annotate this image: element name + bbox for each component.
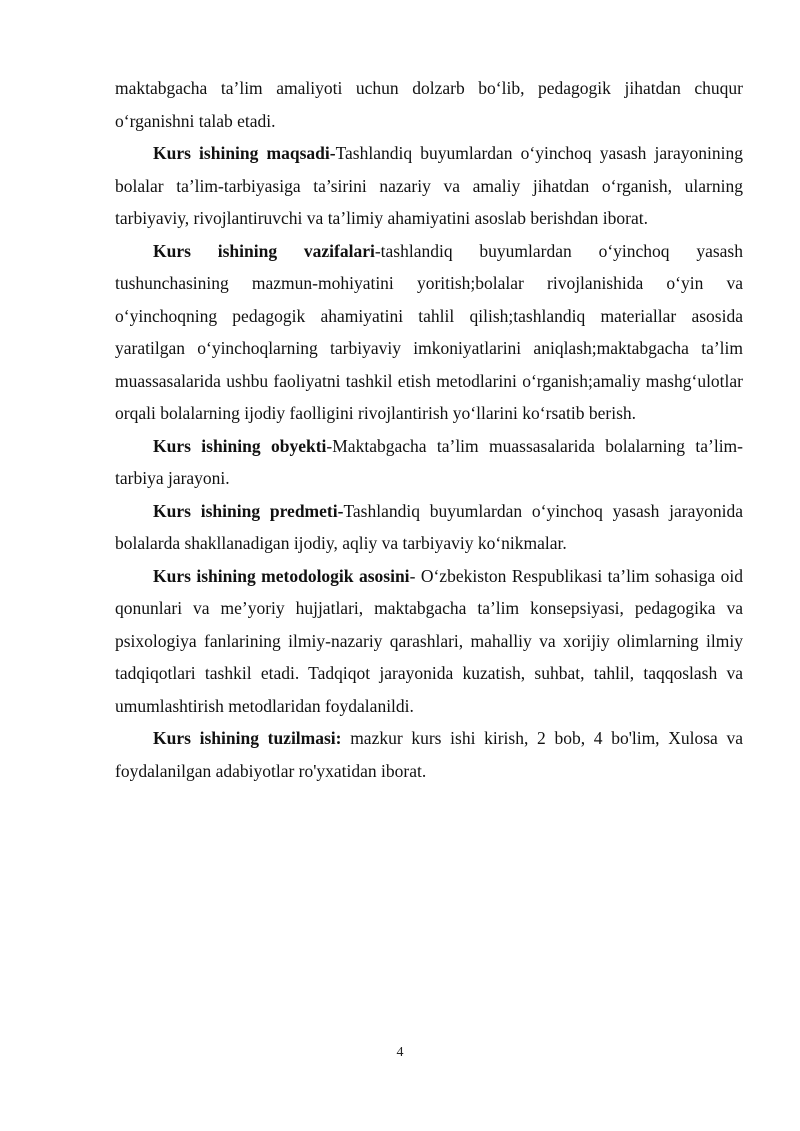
paragraph-subject [115, 495, 743, 560]
paragraph-text: maktabgacha ta’lim amaliyoti uchun dolzarb bo‘lib, pedagogik jihatdan chuqur o‘rganishni talab etadi. [115, 78, 743, 131]
paragraph-label: Kurs ishining metodologik asosini [153, 565, 410, 586]
page-body [115, 72, 743, 787]
paragraph-label: Kurs ishining tuzilmasi: [153, 728, 342, 748]
page-number: 4 [396, 1045, 404, 1060]
paragraph-text: -tashlandiq buyumlardan o‘yinchoq yasash tushunchasining mazmun-mohiyatini yoritish;bolalar rivojlanishida o‘yin va o‘yinchoqning pedagogik ahamiyatini tahlil qilish;tashlandiq materiallar asosida yaratilgan o‘yinchoqlarning tarbiyaviy imkoniyatlarini aniqlash;maktabgacha ta’lim muassasalarida ushbu faoliyatni tashkil etish metodlarini o‘rganish;amaliy mashg‘ulotlar orqali bolalarning ijodiy faolligini rivojlantirish yo‘llarini ko‘rsatib berish. [115, 240, 743, 423]
paragraph-text: -Maktabgacha ta’lim muassasalarida bolalarning ta’lim-tarbiya jarayoni. [115, 435, 743, 488]
paragraph-text: mazkur kurs ishi kirish, 2 bob, 4 bo'lim, Xulosa va foydalanilgan adabiyotlar ro'yxatidan iborat. [115, 728, 744, 781]
paragraph-text: Tashlandiq buyumlardan o‘yinchoq yasash jarayonida bolalarda shakllanadigan ijodiy, aqliy va tarbiyaviy ko‘nikmalar. [115, 500, 743, 553]
paragraph-intro-continuation [115, 72, 743, 137]
paragraph-purpose [115, 137, 743, 235]
paragraph-label: Kurs ishining predmeti- [153, 500, 344, 521]
paragraph-label: Kurs ishining obyekti [153, 435, 327, 456]
paragraph-text: - O‘zbekiston Respublikasi ta’lim sohasiga oid qonunlari va me’yoriy hujjatlari, maktabgacha ta’lim konsepsiyasi, pedagogika va psixologiya fanlarining ilmiy-nazariy qarashlari, mahalliy va xorijiy olimlarning ilmiy tadqiqotlari tashkil etadi. Tadqiqot jarayonida kuzatish, suhbat, tahlil, taqqoslash va umumlashtirish metodlaridan foydalanildi. [115, 565, 743, 716]
paragraph-tasks [115, 235, 743, 430]
paragraph-methodology [115, 560, 743, 723]
paragraph-object [115, 430, 743, 495]
paragraph-label: Kurs ishining maqsadi- [153, 143, 336, 163]
paragraph-label: Kurs ishining vazifalari [153, 240, 375, 261]
paragraph-text: Tashlandiq buyumlardan o‘yinchoq yasash jarayonining bolalar ta’lim-tarbiyasiga ta’sirini nazariy va amaliy jihatdan o‘rganish, ularning tarbiyaviy, rivojlantiruvchi va ta’limiy ahamiyatini asoslab berishdan iborat. [115, 143, 743, 228]
paragraph-structure [115, 722, 743, 787]
